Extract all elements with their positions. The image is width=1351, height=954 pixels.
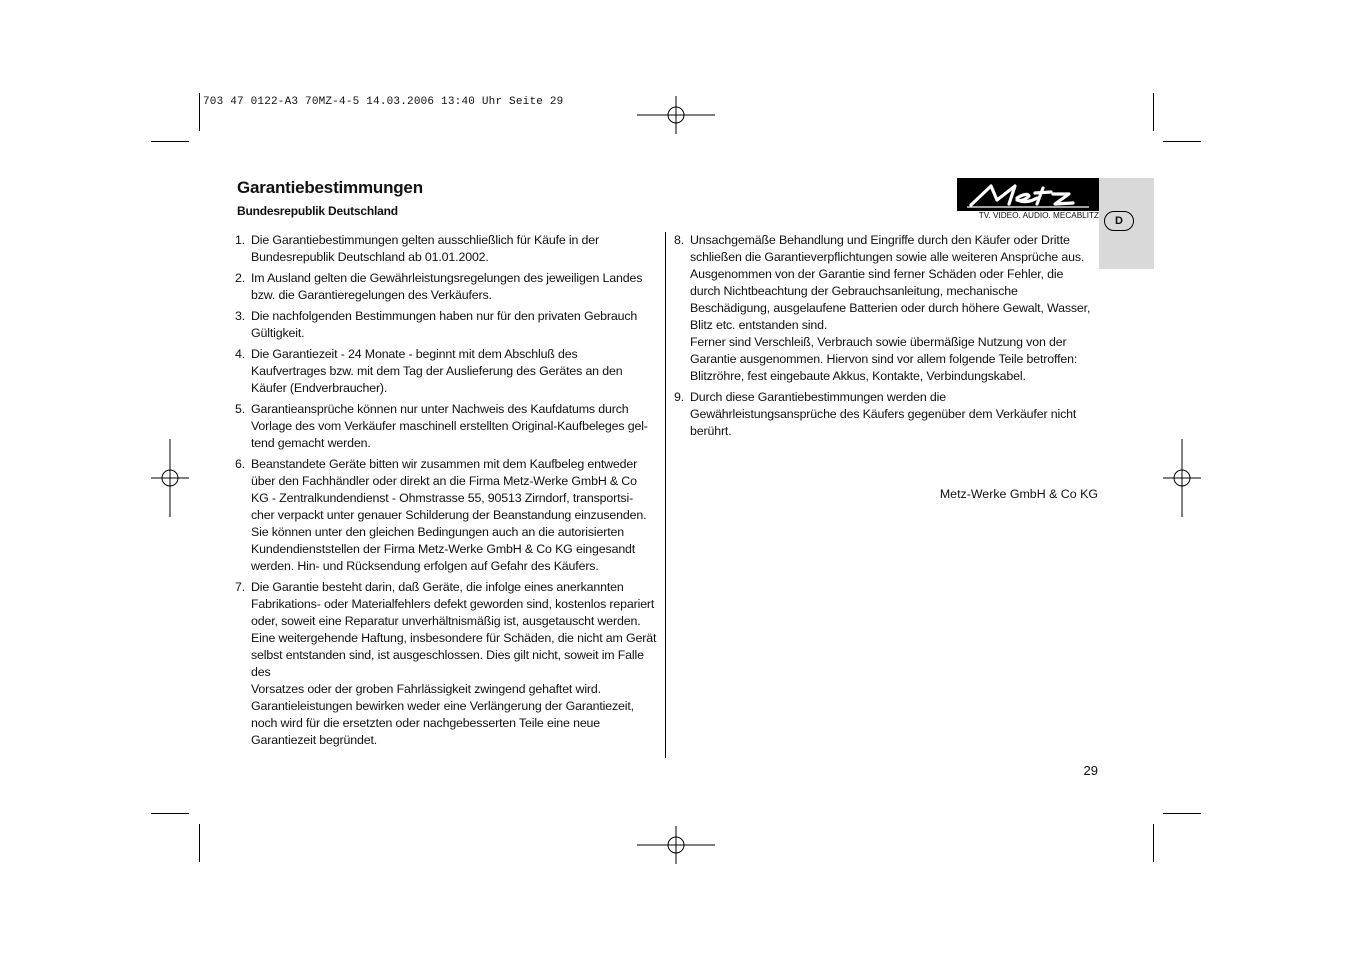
language-badge: D bbox=[1104, 211, 1134, 231]
registration-mark-bottom bbox=[637, 826, 715, 864]
item-text: Im Ausland gelten die Gewährleistungsregelungen des jeweiligen Landes bzw. die Garantieregelungen des Verkäufers. bbox=[251, 271, 643, 302]
item-number: 8. bbox=[674, 233, 685, 247]
left-column bbox=[235, 232, 660, 753]
item-number: 2. bbox=[235, 271, 246, 285]
page-title: Garantiebestimmungen bbox=[237, 178, 423, 197]
crop-mark-bottom-left-v bbox=[199, 824, 200, 862]
item-text: Unsachgemäße Behandlung und Eingriffe durch den Käufer oder Dritte schließen die Garantieverpflichtungen sowie alle weiteren Ansprüche aus. Ausgenommen von der Garantie sind ferner Schäden oder Fehler, die durch Nichtbeachtung der Gebrauchsanleitung, mechanische Beschädigung, ausgelaufene Batterien oder durch höhere Gewalt, Wasser, Blitz etc. entstanden sind. Ferner sind Verschleiß, Verbrauch sowie übermäßige Nutzung von der Garantie ausgenommen. Hiervon sind vor allem folgende Teile betroffen: Blitzröhre, fest eingebaute Akkus, Kontakte, Verbindungskabel. bbox=[690, 233, 1091, 383]
registration-mark-left bbox=[151, 439, 189, 517]
list-item bbox=[235, 346, 660, 397]
right-column bbox=[674, 232, 1099, 444]
page-subtitle: Bundesrepublik Deutschland bbox=[237, 204, 398, 218]
item-text: Die nachfolgenden Bestimmungen haben nur für den privaten Gebrauch Gültigkeit. bbox=[251, 309, 638, 340]
item-number: 9. bbox=[674, 390, 685, 404]
list-item bbox=[674, 389, 1099, 440]
crop-mark-top-left-h bbox=[151, 141, 189, 142]
item-number: 3. bbox=[235, 309, 246, 323]
item-text: Die Garantiebestimmungen gelten ausschließlich für Käufe in der Bundesrepublik Deutschland ab 01.01.2002. bbox=[251, 233, 600, 264]
list-item bbox=[235, 308, 660, 342]
crop-mark-bottom-right-h bbox=[1163, 813, 1201, 814]
list-item bbox=[674, 232, 1099, 385]
item-text: Garantieansprüche können nur unter Nachweis des Kaufdatums durch Vorlage des vom Verkäufer maschinell erstellten Original-Kaufbeleges gel- tend gemacht werden. bbox=[251, 402, 648, 450]
crop-mark-bottom-left-h bbox=[151, 813, 189, 814]
item-text: Die Garantie besteht darin, daß Geräte, die infolge eines anerkannten Fabrikations- oder Materialfehlers defekt geworden sind, kostenlos repariert oder, soweit eine Reparatur unverhältnismäßig ist, ausgetauscht werden. Eine weitergehende Haftung, insbesondere für Schäden, die nicht am Gerät selbst entstanden sind, ist ausgeschlossen. Dies gilt nicht, soweit im Falle des Vorsatzes oder der groben Fahrlässigkeit zwingend gehaftet wird. Garantieleistungen bewirken weder eine Verlängerung der Garantiezeit, noch wird für die ersetzten oder nachgebesserten Teile eine neue Garantiezeit begründet. bbox=[251, 580, 657, 747]
page-number: 29 bbox=[1083, 763, 1098, 778]
crop-mark-bottom-right-v bbox=[1153, 824, 1154, 862]
item-number: 5. bbox=[235, 402, 246, 416]
list-item bbox=[235, 401, 660, 452]
item-number: 1. bbox=[235, 233, 246, 247]
item-number: 4. bbox=[235, 347, 246, 361]
crop-mark-top-left-v bbox=[199, 93, 200, 131]
crop-mark-top-right-v bbox=[1153, 93, 1154, 131]
registration-mark-top bbox=[637, 96, 715, 134]
registration-mark-right bbox=[1163, 439, 1201, 517]
list-item bbox=[235, 579, 660, 749]
item-number: 6. bbox=[235, 457, 246, 471]
column-divider bbox=[665, 232, 666, 758]
item-text: Durch diese Garantiebestimmungen werden die Gewährleistungsansprüche des Käufers gegenüber dem Verkäufer nicht berührt. bbox=[690, 390, 1077, 438]
crop-mark-top-right-h bbox=[1163, 141, 1201, 142]
item-number: 7. bbox=[235, 580, 246, 594]
company-signature: Metz-Werke GmbH & Co KG bbox=[939, 487, 1098, 501]
list-item bbox=[235, 456, 660, 575]
metz-logo bbox=[957, 178, 1099, 211]
logo-tagline: TV. VIDEO. AUDIO. MECABLITZ bbox=[978, 211, 1099, 220]
list-item bbox=[235, 232, 660, 266]
print-header: 703 47 0122-A3 70MZ-4-5 14.03.2006 13:40 Uhr Seite 29 bbox=[203, 96, 564, 108]
item-text: Die Garantiezeit - 24 Monate - beginnt mit dem Abschluß des Kaufvertrages bzw. mit dem Tag der Auslieferung des Gerätes an den Käufer (Endverbraucher). bbox=[251, 347, 623, 395]
item-text: Beanstandete Geräte bitten wir zusammen mit dem Kaufbeleg entweder über den Fachhändler oder direkt an die Firma Metz-Werke GmbH & Co KG - Zentralkundendienst - Ohmstrasse 55, 90513 Zirndorf, transportsi- cher verpackt unter genauer Schilderung der Beanstandung einzusenden. Sie können unter den gleichen Bedingungen auch an die autorisierten Kundendienststellen der Firma Metz-Werke GmbH & Co KG eingesandt werden. Hin- und Rücksendung erfolgen auf Gefahr des Käufers. bbox=[251, 457, 647, 573]
list-item bbox=[235, 270, 660, 304]
